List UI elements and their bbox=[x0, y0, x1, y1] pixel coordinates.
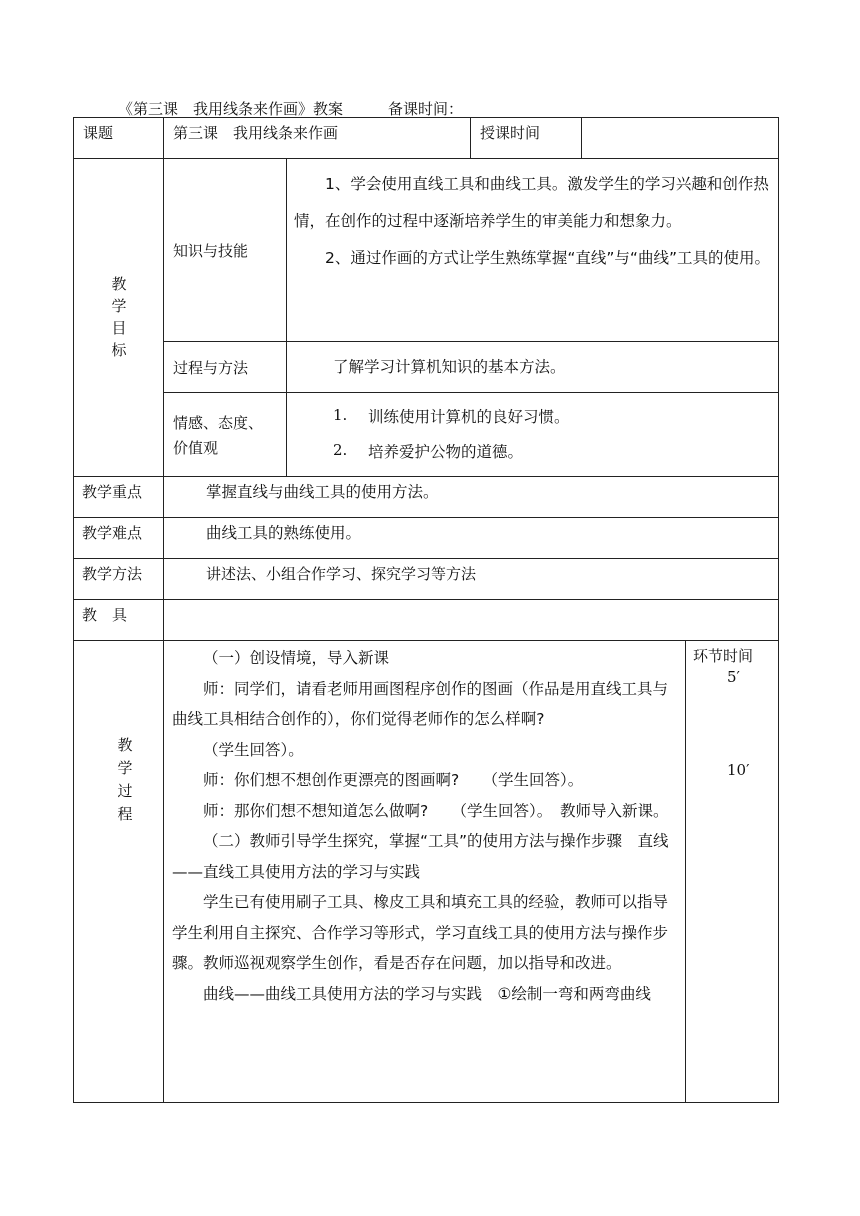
procedure-paragraph: 学生已有使用刷子工具、橡皮工具和填充工具的经验，教师可以指导学生利用自主探究、合作学习等形式，学习直线工具的使用方法与操作步骤。教师巡视观察学生创作，看是否存在问题，加以指导和改进。 bbox=[172, 893, 669, 972]
lesson-plan-title: 《第三课 我用线条来作画》教案 bbox=[118, 100, 344, 118]
knowledge-label: 知识与技能 bbox=[173, 242, 249, 260]
emotion-label-cell bbox=[163, 392, 287, 477]
time-value-1: 5′ bbox=[727, 668, 740, 686]
knowledge-item-1: 1、学会使用直线工具和曲线工具。激发学生的学习兴趣和创作热情，在创作的过程中逐渐培养学生的审美能力和想象力。 bbox=[294, 175, 769, 230]
emotion-item-2-num: 2. bbox=[333, 441, 348, 459]
knowledge-item-2: 2、通过作画的方式让学生熟练掌握“直线”与“曲线”工具的使用。 bbox=[325, 249, 770, 267]
emotion-item-1-text: 训练使用计算机的良好习惯。 bbox=[368, 408, 570, 426]
tools-content-cell bbox=[163, 599, 779, 641]
time-header-label: 环节时间 bbox=[693, 647, 754, 665]
emotion-label-line1: 情感、态度、 bbox=[173, 414, 264, 432]
difficulty-text: 曲线工具的熟练使用。 bbox=[206, 524, 362, 542]
document-header bbox=[118, 98, 463, 119]
prep-time-label: 备课时间： bbox=[388, 100, 464, 118]
procedure-paragraph: 曲线——曲线工具使用方法的学习与实践 ①绘制一弯和两弯曲线 bbox=[203, 984, 651, 1003]
emotion-label-line2: 价值观 bbox=[173, 439, 219, 457]
emotion-item-1-num: 1. bbox=[333, 406, 348, 424]
procedure-paragraph: 师：你们想不想创作更漂亮的图画啊? （学生回答）。 bbox=[203, 771, 584, 789]
teach-time-value-cell bbox=[581, 117, 779, 159]
key-point-text: 掌握直线与曲线工具的使用方法。 bbox=[206, 483, 439, 501]
difficulty-label: 教学难点 bbox=[82, 524, 143, 542]
process-label: 过程与方法 bbox=[173, 359, 249, 377]
procedure-content bbox=[172, 643, 678, 1009]
procedure-paragraph: （学生回答）。 bbox=[203, 740, 304, 759]
tools-label: 教 具 bbox=[82, 606, 128, 624]
knowledge-content bbox=[294, 166, 774, 277]
time-value-2: 10′ bbox=[727, 761, 750, 779]
process-text: 了解学习计算机知识的基本方法。 bbox=[333, 358, 566, 376]
key-point-label: 教学重点 bbox=[82, 483, 143, 501]
topic-label: 课题 bbox=[83, 124, 114, 142]
method-label: 教学方法 bbox=[82, 565, 143, 583]
teach-time-label: 授课时间 bbox=[480, 124, 541, 142]
method-text: 讲述法、小组合作学习、探究学习等方法 bbox=[206, 565, 477, 583]
emotion-item-2-text: 培养爱护公物的道德。 bbox=[368, 443, 524, 461]
procedure-paragraph: （一）创设情境，导入新课 bbox=[203, 649, 390, 667]
objectives-label: 教 学 目 标 bbox=[111, 275, 127, 359]
procedure-label-cell bbox=[73, 640, 164, 1103]
procedure-paragraph: （二）教师引导学生探究，掌握“工具”的使用方法与操作步骤 直线——直线工具使用方法的学习与实践 bbox=[172, 832, 669, 881]
procedure-label: 教 学 过 程 bbox=[117, 736, 133, 823]
procedure-time-cell bbox=[685, 640, 779, 1103]
topic-value: 第三课 我用线条来作画 bbox=[173, 124, 339, 142]
procedure-paragraph: 师：同学们，请看老师用画图程序创作的图画（作品是用直线工具与曲线工具相结合创作的），你们觉得老师作的怎么样啊? bbox=[172, 679, 669, 728]
procedure-paragraph: 师：那你们想不想知道怎么做啊? （学生回答）。 教师导入新课。 bbox=[203, 801, 669, 820]
